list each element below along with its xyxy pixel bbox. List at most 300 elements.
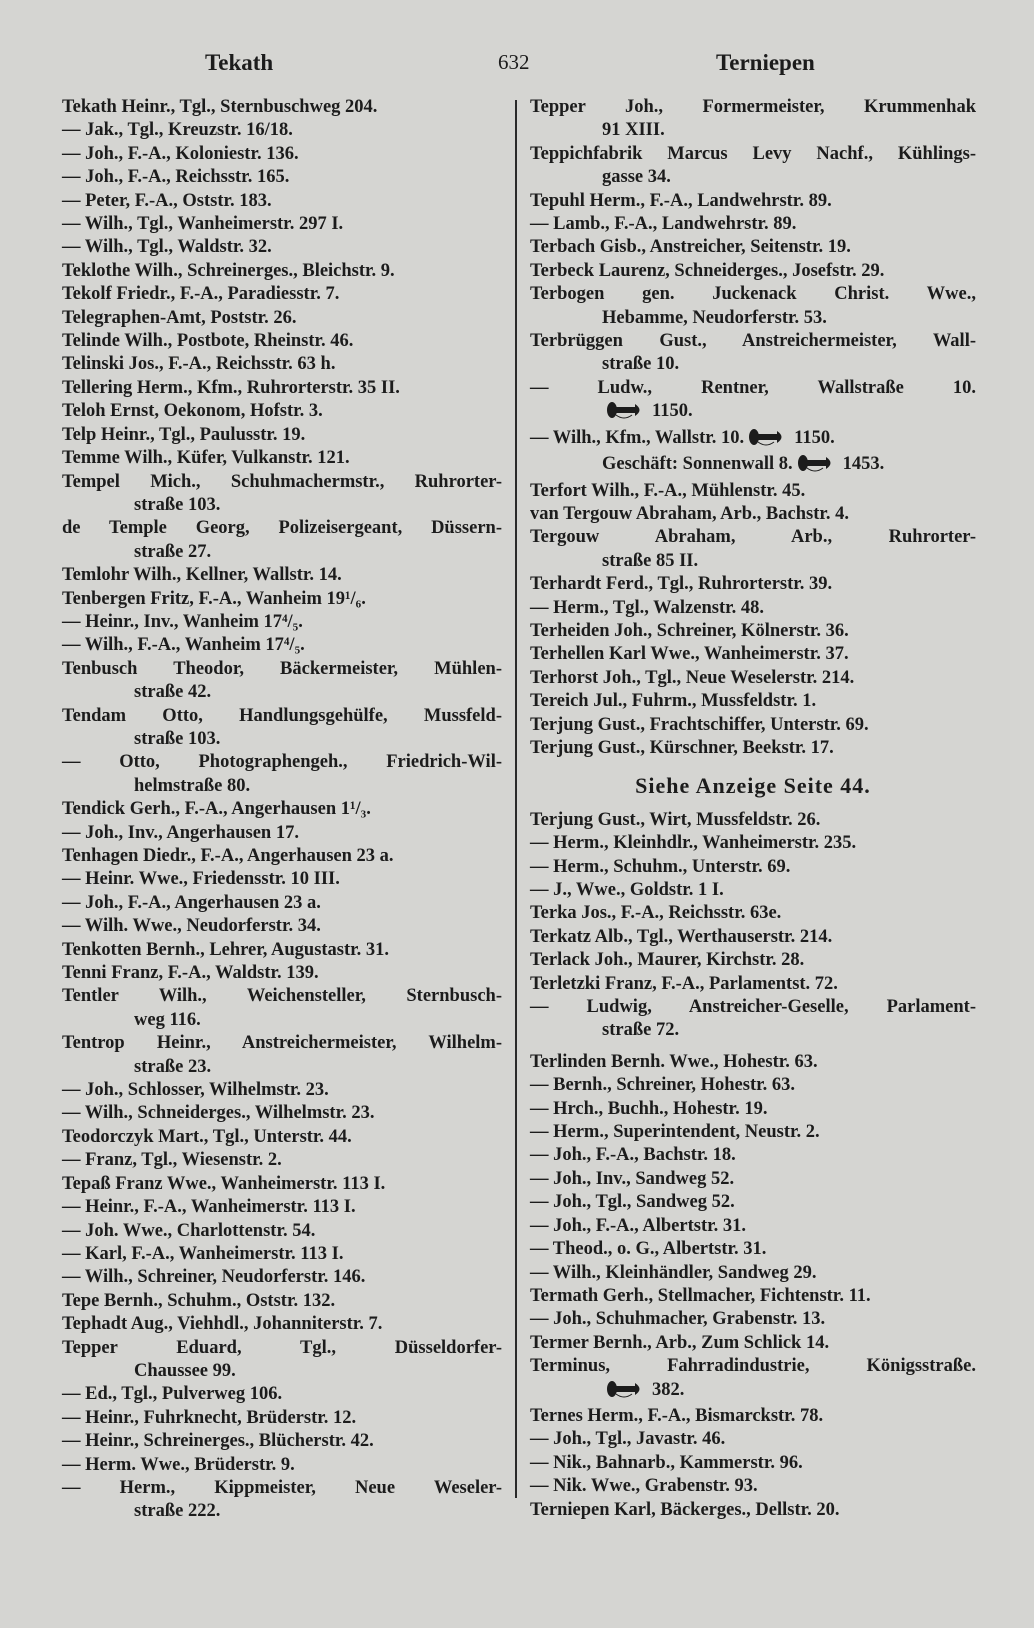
entry-text: — Wilh., Tgl., Wanheimerstr. 297 I. <box>62 214 344 235</box>
telephone-icon <box>797 454 837 479</box>
entry-text: — Theod., o. G., Albertstr. 31. <box>530 1239 767 1260</box>
entry-line <box>62 260 502 283</box>
entry-text: Terlinden Bernh. Wwe., Hohestr. 63. <box>530 1051 818 1072</box>
entry-line <box>530 737 976 760</box>
entry-line <box>62 892 502 915</box>
entry-line <box>62 1126 502 1149</box>
entry-text: Tepaß Franz Wwe., Wanheimerstr. 113 I. <box>62 1173 386 1194</box>
directory-entry <box>62 1126 502 1149</box>
entry-line <box>530 832 976 855</box>
entry-line <box>62 307 502 330</box>
entry-text: — Wilh., Kfm., Wallstr. 10. <box>530 427 745 448</box>
directory-entry <box>530 1262 976 1285</box>
running-head-right: Terniepen <box>716 50 815 75</box>
entry-line <box>530 597 976 620</box>
entry-text: Tenhagen Diedr., F.-A., Angerhausen 23 a. <box>62 846 394 866</box>
entry-text: — Nik., Bahnarb., Kammerstr. 96. <box>530 1452 803 1473</box>
directory-entry <box>62 915 502 938</box>
entry-text: Terletzki Franz, F.-A., Parlamentst. 72. <box>530 973 838 994</box>
directory-entry <box>530 879 976 902</box>
entry-line <box>530 260 976 283</box>
entry-line <box>530 1405 976 1428</box>
entry-line <box>62 1243 502 1266</box>
entry-text: de Temple Georg, Polizeisergeant, Düssern- <box>62 518 502 539</box>
entry-text: Termath Gerh., Stellmacher, Fichtenstr. 11. <box>530 1285 871 1306</box>
running-head-left: Tekath <box>205 50 274 75</box>
directory-entry <box>62 353 502 376</box>
entry-line <box>62 939 502 962</box>
directory-entry <box>530 643 976 666</box>
entry-line <box>530 1144 976 1167</box>
entry-continuation-line <box>62 728 502 751</box>
directory-entry <box>530 1144 976 1167</box>
entry-line <box>530 1308 976 1331</box>
directory-entry <box>530 996 976 1043</box>
entry-line <box>530 96 976 119</box>
telephone-number: 1453. <box>842 454 885 475</box>
entry-line <box>530 1475 976 1498</box>
entry-text: helmstraße 80. <box>134 775 251 796</box>
entry-text: gasse 34. <box>602 167 671 188</box>
entry-continuation-line <box>62 775 502 798</box>
entry-line <box>530 1355 976 1378</box>
directory-entry <box>530 809 976 832</box>
directory-entry <box>530 1238 976 1261</box>
directory-entry <box>62 1407 502 1430</box>
entry-line <box>62 471 502 494</box>
entry-text: — Joh. Wwe., Charlottenstr. 54. <box>62 1220 316 1241</box>
entry-continuation-line <box>62 541 502 564</box>
entry-text: Terlack Joh., Maurer, Kirchstr. 28. <box>530 950 805 971</box>
entry-text: straße 42. <box>134 682 212 703</box>
entry-line <box>62 517 502 540</box>
directory-entry <box>530 1098 976 1121</box>
directory-entry <box>530 260 976 283</box>
entry-text: Tendick Gerh., F.-A., Angerhausen 1¹/₃. <box>62 799 371 820</box>
telephone-icon <box>606 1380 646 1405</box>
directory-entry <box>530 1121 976 1144</box>
directory-entry <box>530 1215 976 1238</box>
entry-line <box>62 845 502 868</box>
entry-line <box>62 1337 502 1360</box>
entry-line <box>62 377 502 400</box>
entry-text: Terbogen gen. Juckenack Christ. Wwe., <box>530 284 976 305</box>
directory-entry <box>530 973 976 996</box>
entry-text: — Joh., Tgl., Javastr. 46. <box>530 1429 726 1450</box>
entry-line <box>62 985 502 1008</box>
entry-line <box>62 353 502 376</box>
entry-text: Terfort Wilh., F.-A., Mühlenstr. 45. <box>530 480 806 501</box>
directory-entry <box>530 503 976 526</box>
entry-continuation-line <box>530 453 976 479</box>
directory-entry <box>530 480 976 503</box>
entry-text: — Herm. Wwe., Brüderstr. 9. <box>62 1454 295 1475</box>
directory-entry <box>530 1074 976 1097</box>
directory-entry <box>62 868 502 891</box>
entry-text: Telegraphen-Amt, Poststr. 26. <box>62 307 297 328</box>
entry-text: Tergouw Abraham, Arb., Ruhrorter- <box>530 527 976 548</box>
entry-text: — Karl, F.-A., Wanheimerstr. 113 I. <box>62 1243 344 1264</box>
directory-entry <box>530 1428 976 1451</box>
entry-line <box>62 588 502 611</box>
entry-text: Tepper Joh., Formermeister, Krummenhak <box>530 97 976 117</box>
entry-text: — Wilh., Schneiderges., Wilhelmstr. 23. <box>62 1103 375 1124</box>
directory-entry <box>62 1079 502 1102</box>
entry-line <box>62 1173 502 1196</box>
entry-text: — Nik. Wwe., Grabenstr. 93. <box>530 1476 758 1497</box>
entry-text: Terjung Gust., Wirt, Mussfeldstr. 26. <box>530 809 821 830</box>
directory-entry <box>530 96 976 143</box>
entry-text: straße 85 II. <box>602 550 699 571</box>
directory-entry <box>530 690 976 713</box>
entry-line <box>530 1098 976 1121</box>
entry-line <box>62 705 502 728</box>
entry-text: Geschäft: Sonnenwall 8. <box>602 454 793 475</box>
entry-text: — Ludwig, Anstreicher-Geselle, Parlament- <box>530 997 976 1018</box>
directory-entry <box>62 517 502 564</box>
directory-entry <box>62 471 502 518</box>
entry-text: — Joh., Schuhmacher, Grabenstr. 13. <box>530 1309 826 1330</box>
entry-line <box>62 915 502 938</box>
directory-entry <box>62 119 502 142</box>
entry-line <box>530 949 976 972</box>
telephone-icon <box>748 428 788 453</box>
directory-entry <box>62 1196 502 1219</box>
entry-continuation-line <box>62 1056 502 1079</box>
entry-text: Tenni Franz, F.-A., Waldstr. 139. <box>62 963 319 984</box>
entry-line <box>62 1149 502 1172</box>
directory-entry <box>62 705 502 752</box>
entry-text: — Heinr. Wwe., Friedensstr. 10 III. <box>62 869 340 890</box>
entry-line <box>530 1262 976 1285</box>
entry-continuation-line <box>530 307 976 330</box>
entry-text: weg 116. <box>134 1009 201 1030</box>
entry-text: — Wilh., Kleinhändler, Sandweg 29. <box>530 1262 817 1283</box>
entry-text: — Heinr., Fuhrknecht, Brüderstr. 12. <box>62 1407 357 1428</box>
entry-text: 91 XIII. <box>602 120 665 141</box>
entry-line <box>530 1215 976 1238</box>
entry-line <box>62 611 502 634</box>
entry-text: straße 23. <box>134 1056 212 1077</box>
directory-entry <box>62 143 502 166</box>
directory-entry <box>530 1452 976 1475</box>
entry-text: Temlohr Wilh., Kellner, Wallstr. 14. <box>62 565 342 586</box>
entry-text: — J., Wwe., Goldstr. 1 I. <box>530 880 724 900</box>
entry-text: Terjung Gust., Kürschner, Beekstr. 17. <box>530 737 834 758</box>
entry-text: Tepper Eduard, Tgl., Düsseldorfer- <box>62 1337 502 1358</box>
page-number: 632 <box>498 50 530 74</box>
directory-entry <box>530 526 976 573</box>
directory-entry <box>530 1168 976 1191</box>
entry-line <box>530 667 976 690</box>
entry-text: — Bernh., Schreiner, Hohestr. 63. <box>530 1075 796 1096</box>
directory-entry <box>62 822 502 845</box>
entry-text: Tenbusch Theodor, Bäckermeister, Mühlen- <box>62 658 502 679</box>
directory-entry <box>62 1032 502 1079</box>
right-column <box>530 96 976 1522</box>
entry-line <box>530 643 976 666</box>
entry-text: — Herm., Kippmeister, Neue Weseler- <box>62 1477 502 1498</box>
directory-entry <box>62 1266 502 1289</box>
entry-line <box>62 1079 502 1102</box>
directory-entry <box>62 166 502 189</box>
entry-text: — Heinr., Schreinerges., Blücherstr. 42. <box>62 1431 374 1452</box>
entry-text: straße 103. <box>134 728 221 749</box>
entry-text: straße 27. <box>134 541 212 562</box>
entry-text: Tempel Mich., Schuhmachermstr., Ruhrorter- <box>62 471 502 492</box>
entry-line <box>62 283 502 306</box>
directory-entry <box>530 283 976 330</box>
entry-text: — Joh., Inv., Sandweg 52. <box>530 1168 735 1189</box>
entry-continuation-line <box>62 1360 502 1383</box>
entry-continuation-line <box>530 400 976 426</box>
entry-line <box>530 996 976 1019</box>
entry-line <box>530 190 976 213</box>
entry-line <box>530 902 976 925</box>
entry-line <box>62 1196 502 1219</box>
entry-text: — Ludw., Rentner, Wallstraße 10. <box>530 377 976 398</box>
directory-entry <box>62 283 502 306</box>
directory-entry <box>62 1337 502 1384</box>
entry-text: Teppichfabrik Marcus Levy Nachf., Kühlings- <box>530 143 976 164</box>
entry-line <box>530 690 976 713</box>
entry-line <box>530 573 976 596</box>
entry-line <box>530 213 976 236</box>
entry-text: Tereich Jul., Fuhrm., Mussfeldstr. 1. <box>530 691 817 712</box>
entry-text: — Joh., F.-A., Albertstr. 31. <box>530 1215 747 1236</box>
entry-text: Terheiden Joh., Schreiner, Kölnerstr. 36. <box>530 620 849 641</box>
telephone-number: 1150. <box>652 401 693 422</box>
entry-text: — Lamb., F.-A., Landwehrstr. 89. <box>530 214 797 235</box>
directory-entry <box>62 1383 502 1406</box>
directory-entry <box>62 845 502 868</box>
entry-text: straße 222. <box>134 1501 221 1522</box>
entry-line <box>62 1032 502 1055</box>
directory-entry <box>62 213 502 236</box>
entry-line <box>62 1454 502 1477</box>
spacer <box>530 1043 976 1051</box>
entry-text: Tekath Heinr., Tgl., Sternbuschweg 204. <box>62 97 378 117</box>
entry-continuation-line <box>530 119 976 142</box>
directory-entry <box>62 1102 502 1125</box>
entry-text: — Wilh., Tgl., Waldstr. 32. <box>62 237 272 258</box>
entry-text: — Joh., F.-A., Reichsstr. 165. <box>62 167 290 188</box>
entry-continuation-line <box>62 494 502 517</box>
entry-text: — Joh., F.-A., Bachstr. 18. <box>530 1145 736 1166</box>
directory-entry <box>62 564 502 587</box>
entry-line <box>530 143 976 166</box>
entry-text: — Jak., Tgl., Kreuzstr. 16/18. <box>62 120 293 141</box>
directory-entry <box>530 573 976 596</box>
entry-text: Ternes Herm., F.-A., Bismarckstr. 78. <box>530 1405 824 1426</box>
directory-entry <box>62 1220 502 1243</box>
entry-line <box>62 962 502 985</box>
directory-entry <box>62 190 502 213</box>
entry-text: Chaussee 99. <box>134 1360 236 1381</box>
directory-entry <box>530 667 976 690</box>
directory-entry <box>62 634 502 657</box>
entry-text: Terkatz Alb., Tgl., Werthauserstr. 214. <box>530 926 833 947</box>
entry-line <box>62 564 502 587</box>
entry-continuation-line <box>62 1500 502 1523</box>
directory-entry <box>530 714 976 737</box>
entry-text: Tentler Wilh., Weichensteller, Sternbusch- <box>62 986 502 1007</box>
entry-text: Tepuhl Herm., F.-A., Landwehrstr. 89. <box>530 190 832 211</box>
directory-entry <box>530 1355 976 1405</box>
entry-line <box>62 400 502 423</box>
directory-entry <box>530 902 976 925</box>
entry-line <box>62 190 502 213</box>
directory-entry <box>530 1308 976 1331</box>
directory-entry <box>62 611 502 634</box>
entry-line <box>530 973 976 996</box>
entry-line <box>62 822 502 845</box>
entry-continuation-line <box>530 1019 976 1042</box>
entry-line <box>62 236 502 259</box>
entry-line <box>530 809 976 832</box>
entry-text: — Otto, Photographengeh., Friedrich-Wil- <box>62 752 502 773</box>
entry-text: Teodorczyk Mart., Tgl., Unterstr. 44. <box>62 1126 352 1147</box>
directory-entry <box>530 213 976 236</box>
directory-entry <box>62 1313 502 1336</box>
entry-line <box>530 480 976 503</box>
advertisement-reference: Siehe Anzeige Seite 44. <box>635 773 871 799</box>
entry-line <box>530 926 976 949</box>
entry-text: Telinski Jos., F.-A., Reichsstr. 63 h. <box>62 354 336 375</box>
entry-line <box>530 1285 976 1308</box>
entry-text: — Joh., Tgl., Sandweg 52. <box>530 1192 735 1213</box>
entry-text: Terka Jos., F.-A., Reichsstr. 63e. <box>530 903 782 924</box>
entry-text: Tephadt Aug., Viehhdl., Johanniterstr. 7. <box>62 1314 383 1335</box>
entry-continuation-line <box>530 550 976 573</box>
directory-entry <box>530 330 976 377</box>
entry-line <box>62 1313 502 1336</box>
entry-line <box>62 1430 502 1453</box>
entry-text: — Herm., Schuhm., Unterstr. 69. <box>530 856 791 877</box>
entry-line <box>62 1290 502 1313</box>
entry-text: Termer Bernh., Arb., Zum Schlick 14. <box>530 1332 830 1353</box>
entry-text: — Herm., Tgl., Walzenstr. 48. <box>530 597 764 618</box>
directory-entry <box>62 1430 502 1453</box>
entry-line <box>530 503 976 526</box>
directory-entry <box>530 926 976 949</box>
left-column <box>62 96 502 1524</box>
directory-entry <box>62 658 502 705</box>
directory-entry <box>62 96 502 119</box>
entry-continuation-line <box>530 353 976 376</box>
entry-line <box>530 1051 976 1074</box>
entry-text: van Tergouw Abraham, Arb., Bachstr. 4. <box>530 503 850 524</box>
entry-text: Tenkotten Bernh., Lehrer, Augustastr. 31. <box>62 939 390 960</box>
entry-line <box>62 1220 502 1243</box>
directory-entry <box>62 377 502 400</box>
entry-text: Terhellen Karl Wwe., Wanheimerstr. 37. <box>530 644 849 665</box>
entry-line <box>530 1332 976 1355</box>
entry-text: — Joh., F.-A., Koloniestr. 136. <box>62 143 299 164</box>
directory-entry <box>530 427 976 480</box>
entry-line <box>62 1407 502 1430</box>
entry-line <box>530 620 976 643</box>
directory-entry <box>530 1405 976 1428</box>
entry-line <box>62 330 502 353</box>
entry-text: Tenbergen Fritz, F.-A., Wanheim 19¹/₆. <box>62 588 366 609</box>
entry-line <box>530 1238 976 1261</box>
directory-entry <box>530 1475 976 1498</box>
entry-text: Terhardt Ferd., Tgl., Ruhrorterstr. 39. <box>530 574 833 595</box>
directory-entry <box>530 737 976 760</box>
entry-text: — Wilh. Wwe., Neudorferstr. 34. <box>62 916 321 937</box>
entry-line <box>62 658 502 681</box>
entry-text: Terniepen Karl, Bäckerges., Dellstr. 20. <box>530 1499 840 1520</box>
entry-text: straße 10. <box>602 354 680 375</box>
telephone-number: 382. <box>652 1379 685 1400</box>
entry-line <box>530 377 976 400</box>
entry-line <box>62 1102 502 1125</box>
directory-entry <box>62 260 502 283</box>
entry-line <box>62 96 502 119</box>
entry-continuation-line <box>530 1379 976 1405</box>
entry-text: — Wilh., Schreiner, Neudorferstr. 146. <box>62 1267 366 1288</box>
entry-line <box>530 1452 976 1475</box>
entry-line <box>530 330 976 353</box>
directory-entry <box>530 190 976 213</box>
entry-line <box>530 856 976 879</box>
directory-entry <box>62 307 502 330</box>
entry-text: Terjung Gust., Frachtschiffer, Unterstr. 69. <box>530 714 869 735</box>
directory-entry <box>62 798 502 821</box>
entry-text: — Wilh., F.-A., Wanheim 17⁴/₅. <box>62 635 305 656</box>
entry-line <box>530 236 976 259</box>
entry-text: — Herm., Superintendent, Neustr. 2. <box>530 1122 820 1143</box>
directory-entry <box>62 939 502 962</box>
directory-entry <box>62 236 502 259</box>
entry-line <box>530 526 976 549</box>
directory-entry <box>530 597 976 620</box>
directory-entry <box>530 236 976 259</box>
entry-line <box>530 1168 976 1191</box>
entry-text: — Joh., Schlosser, Wilhelmstr. 23. <box>62 1080 329 1101</box>
entry-text: Terbach Gisb., Anstreicher, Seitenstr. 19. <box>530 237 851 258</box>
entry-continuation-line <box>62 681 502 704</box>
entry-text: — Heinr., Inv., Wanheim 17⁴/₅. <box>62 611 303 632</box>
directory-entry <box>62 330 502 353</box>
entry-text: Tendam Otto, Handlungsgehülfe, Mussfeld- <box>62 705 502 726</box>
entry-text: Tekolf Friedr., F.-A., Paradiesstr. 7. <box>62 284 340 305</box>
directory-entry <box>530 1332 976 1355</box>
entry-line <box>530 1074 976 1097</box>
directory-entry <box>62 892 502 915</box>
entry-line <box>530 1191 976 1214</box>
entry-text: Telinde Wilh., Postbote, Rheinstr. 46. <box>62 331 354 352</box>
directory-entry <box>62 1243 502 1266</box>
entry-line <box>530 1428 976 1451</box>
entry-text: Teloh Ernst, Oekonom, Hofstr. 3. <box>62 401 323 422</box>
entry-text: — Peter, F.-A., Oststr. 183. <box>62 190 272 211</box>
entry-line <box>62 143 502 166</box>
directory-entry <box>530 832 976 855</box>
telephone-number: 1150. <box>794 427 835 448</box>
directory-entry <box>62 447 502 470</box>
entry-line <box>530 879 976 902</box>
directory-entry <box>62 1149 502 1172</box>
entry-line <box>62 798 502 821</box>
entry-line <box>530 1499 976 1522</box>
entry-text: — Heinr., F.-A., Wanheimerstr. 113 I. <box>62 1197 356 1218</box>
directory-entry <box>62 751 502 798</box>
entry-text: Tepe Bernh., Schuhm., Oststr. 132. <box>62 1290 336 1311</box>
entry-line <box>62 119 502 142</box>
entry-line <box>62 1477 502 1500</box>
